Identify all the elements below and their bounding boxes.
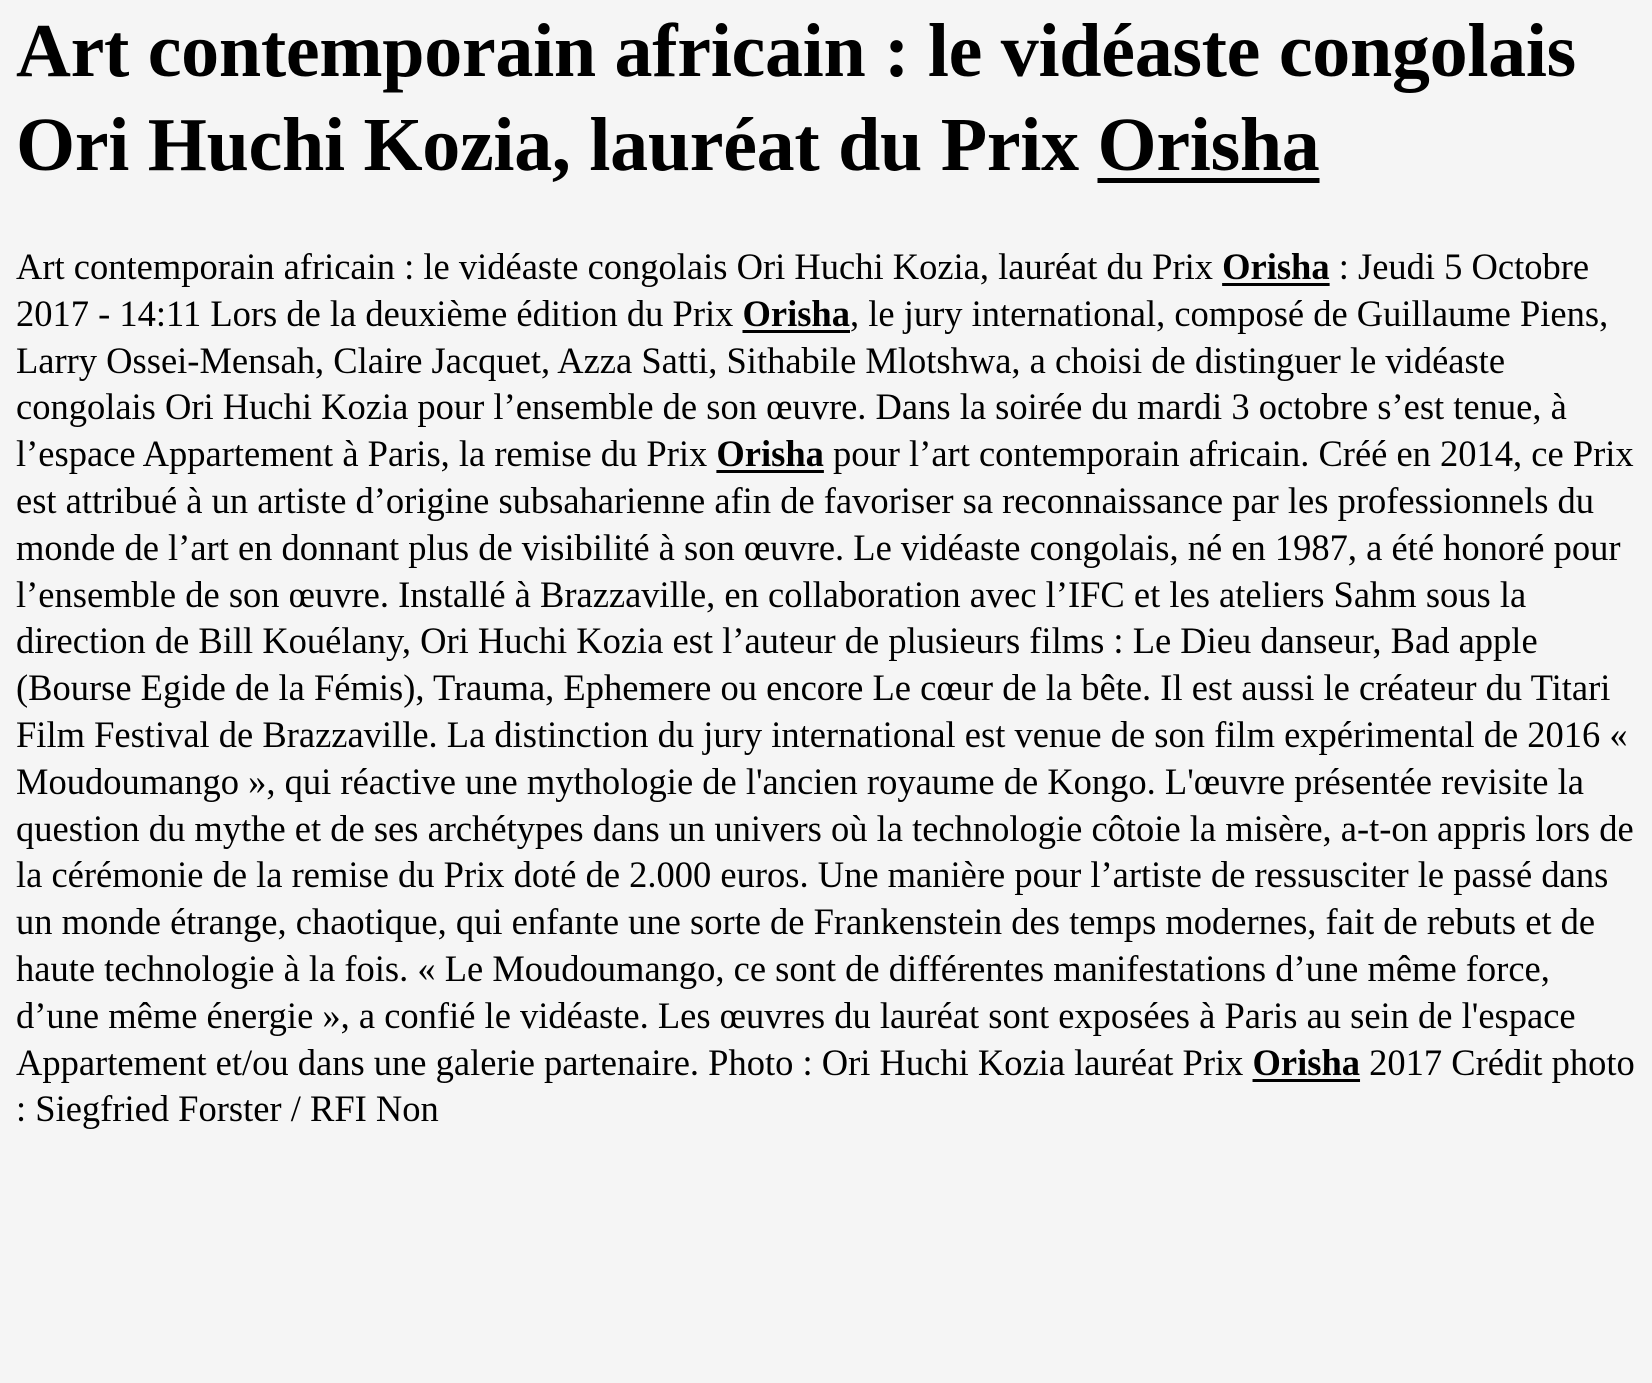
- body-text-2: : Jeudi 5 Octobre 2017 - 14:11 Lors de la deuxième édition du Prix: [16, 246, 1590, 334]
- body-text-4: pour l’art contemporain africain. Créé en 2014, ce Prix est attribué à un artiste d’origine subsaharienne afin de favoriser sa reconnaissance par les professionnels du monde de l’art en donnant plus de visibilité à son œuvre. Le vidéaste congolais, né en 1987, a été honoré pour l’ensemble de son œuvre. Installé à Brazzaville, en collaboration avec l’IFC et les ateliers Sahm sous la direction de Bill Kouélany, Ori Huchi Kozia est l’auteur de plusieurs films : Le Dieu danseur, Bad apple (Bourse Egide de la Fémis), Trauma, Ephemere ou encore Le cœur de la bête. Il est aussi le créateur du Titari Film Festival de Brazzaville. La distinction du jury international est venue de son film expérimental de 2016 « Moudoumango », qui réactive une mythologie de l'ancien royaume de Kongo. L'œuvre présentée revisite la question du mythe et de ses archétypes dans un univers où la technologie côtoie la misère, a-t-on appris lors de la cérémonie de la remise du Prix doté de 2.000 euros. Une manière pour l’artiste de ressusciter le passé dans un monde étrange, chaotique, qui enfante une sorte de Frankenstein des temps modernes, fait de rebuts et de haute technologie à la fois. « Le Moudoumango, ce sont de différentes manifestations d’une même force, d’une même énergie », a confié le vidéaste. Les œuvres du lauréat sont exposées à Paris au sein de l'espace Appartement et/ou dans une galerie partenaire. Photo : Ori Huchi Kozia lauréat Prix: [16, 433, 1634, 1083]
- orisha-link-4[interactable]: Orisha: [1252, 1041, 1361, 1083]
- article-title: [16, 0, 1636, 192]
- orisha-link-3[interactable]: Orisha: [716, 433, 824, 475]
- orisha-title-link[interactable]: Orisha: [1097, 103, 1320, 187]
- orisha-link-2[interactable]: Orisha: [742, 292, 850, 334]
- body-text-1: Art contemporain africain : le vidéaste congolais Ori Huchi Kozia, lauréat du Prix: [16, 246, 1223, 287]
- body-text-3: , le jury international, composé de Guillaume Piens, Larry Ossei-Mensah, Claire Jacquet, Azza Satti, Sithabile Mlotshwa, a choisi de distinguer le vidéaste congolais Ori Huchi Kozia pour l’ensemble de son œuvre. Dans la soirée du mardi 3 octobre s’est tenue, à l’espace Appartement à Paris, la remise du Prix: [16, 292, 1609, 475]
- body-text-5: 2017 Crédit photo : Siegfried Forster / RFI Non: [16, 1041, 1635, 1130]
- orisha-link-1[interactable]: Orisha: [1222, 246, 1330, 287]
- article-body: [16, 244, 1636, 1133]
- article-title-text: Art contemporain africain : le vidéaste congolais Ori Huchi Kozia, lauréat du Prix: [16, 9, 1576, 187]
